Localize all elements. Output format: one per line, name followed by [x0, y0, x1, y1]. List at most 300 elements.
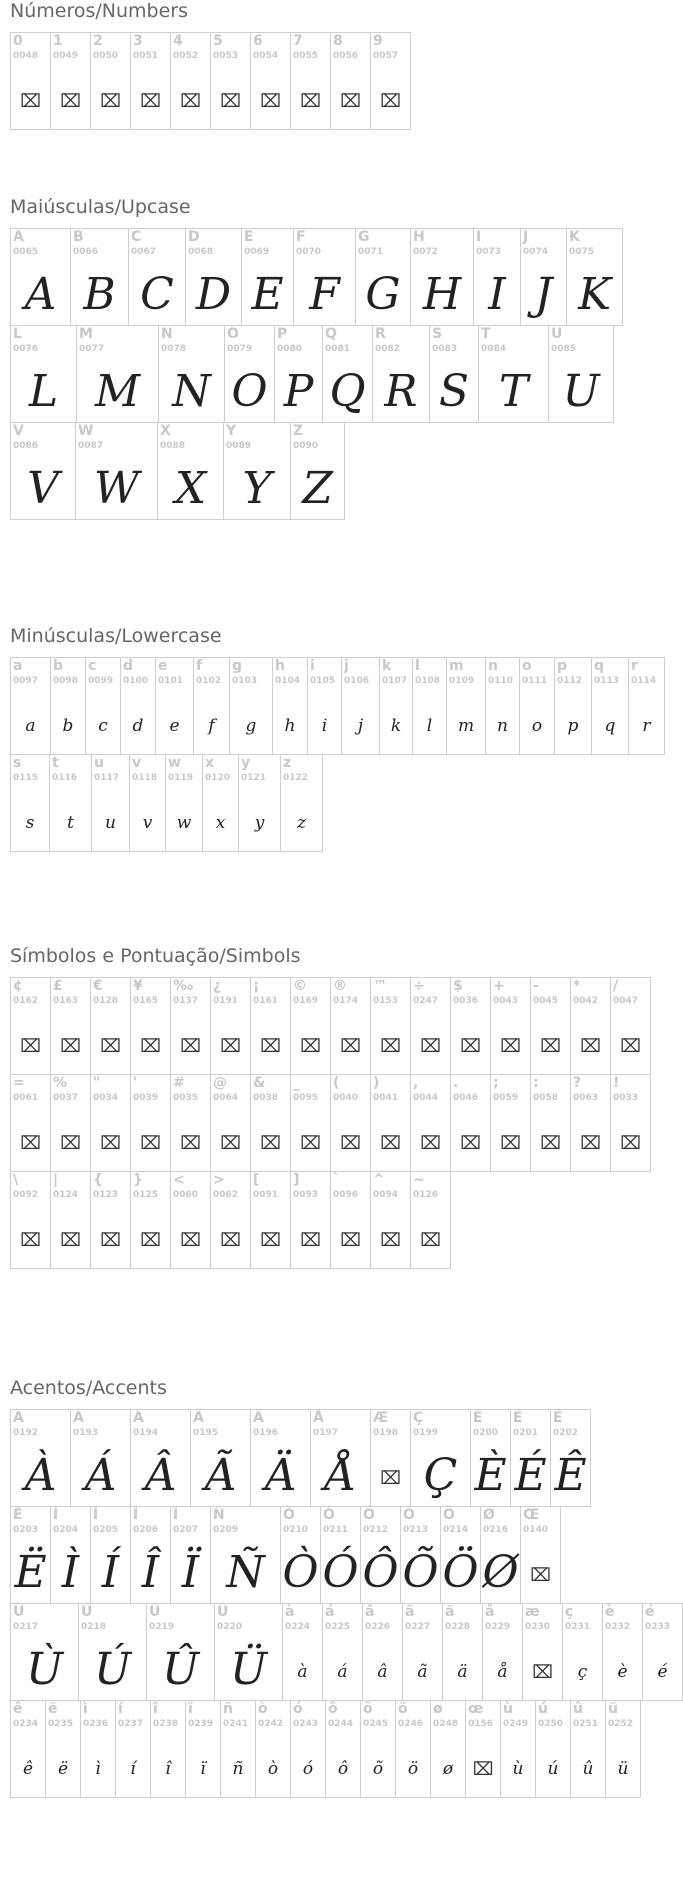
character-label: K	[569, 229, 580, 245]
missing-glyph-icon: ⌧	[220, 1133, 241, 1154]
character-code: 0105	[310, 676, 336, 686]
glyph-cell	[90, 1506, 131, 1604]
character-label: ÷	[413, 978, 425, 994]
character-label: À	[13, 1410, 24, 1426]
glyph-sample: N	[172, 366, 211, 417]
glyph-sample: û	[582, 1759, 594, 1779]
glyph-cell	[465, 1700, 501, 1798]
character-code: 0037	[53, 1093, 79, 1103]
character-code: 0163	[53, 996, 79, 1006]
character-label: Ë	[13, 1507, 23, 1523]
character-label: ï	[188, 1701, 193, 1717]
glyph-cell	[250, 1171, 291, 1269]
missing-glyph-icon: ⌧	[140, 91, 161, 112]
glyph-cell	[214, 1603, 283, 1701]
character-code: 0250	[538, 1719, 564, 1729]
missing-glyph-icon: ⌧	[260, 1230, 281, 1251]
glyph-cell	[370, 977, 411, 1075]
glyph-sample: T	[498, 366, 529, 417]
character-label: Ç	[413, 1410, 424, 1426]
character-label: t	[52, 755, 59, 771]
glyph-sample: K	[578, 269, 611, 320]
missing-glyph-icon: ⌧	[380, 1133, 401, 1154]
character-label: Î	[133, 1507, 139, 1523]
character-code: 0126	[413, 1190, 439, 1200]
glyph-cell	[379, 657, 413, 755]
character-label: 5	[213, 33, 223, 49]
glyph-cell	[75, 422, 158, 520]
character-code: 0195	[193, 1428, 219, 1438]
character-code: 0035	[173, 1093, 199, 1103]
glyph-cell	[10, 657, 51, 755]
character-label: +	[493, 978, 505, 994]
glyph-cell	[362, 1603, 403, 1701]
character-label: o	[522, 658, 532, 674]
glyph-cell	[165, 754, 203, 852]
character-code: 0233	[645, 1622, 671, 1632]
character-code: 0174	[333, 996, 359, 1006]
glyph-cell	[49, 754, 92, 852]
character-label: R	[375, 326, 386, 342]
missing-glyph-icon: ⌧	[100, 1036, 121, 1057]
glyph-cell	[500, 1700, 536, 1798]
character-label: S	[432, 326, 443, 342]
character-code: 0078	[161, 344, 187, 354]
character-code: 0239	[188, 1719, 214, 1729]
glyph-cell	[10, 1171, 51, 1269]
character-label: E	[244, 229, 254, 245]
glyph-sample: U	[562, 366, 600, 417]
glyph-cell	[10, 1700, 46, 1798]
character-code: 0199	[413, 1428, 439, 1438]
glyph-sample: Â	[144, 1450, 177, 1501]
glyph-cell	[90, 1171, 131, 1269]
character-code: 0046	[453, 1093, 479, 1103]
character-code: 0212	[363, 1525, 389, 1535]
character-code: 0216	[483, 1525, 509, 1535]
glyph-cell	[90, 32, 131, 130]
glyph-cell	[78, 1603, 147, 1701]
character-label: '	[133, 1075, 138, 1091]
character-label: U	[551, 326, 563, 342]
character-label: {	[93, 1172, 103, 1188]
glyph-cell	[355, 228, 411, 326]
character-code: 0040	[333, 1093, 359, 1103]
glyph-cell	[610, 1074, 651, 1172]
missing-glyph-icon: ⌧	[620, 1133, 641, 1154]
character-label: L	[13, 326, 22, 342]
missing-glyph-icon: ⌧	[530, 1565, 551, 1586]
glyph-sample: Ç	[423, 1450, 458, 1501]
character-label: q	[594, 658, 605, 674]
glyph-cell	[255, 1700, 291, 1798]
glyph-sample: ï	[200, 1759, 206, 1779]
glyph-cell	[290, 422, 345, 520]
missing-glyph-icon: ⌧	[260, 1036, 281, 1057]
character-label: ã	[405, 1604, 415, 1620]
missing-glyph-icon: ⌧	[540, 1036, 561, 1057]
glyph-sample: y	[254, 813, 265, 833]
character-code: 0227	[405, 1622, 431, 1632]
character-code: 0113	[594, 676, 620, 686]
glyph-cell	[330, 32, 371, 130]
glyph-cell	[566, 228, 623, 326]
character-code: 0082	[375, 344, 401, 354]
glyph-sample: Û	[161, 1644, 200, 1695]
character-code: 0058	[533, 1093, 559, 1103]
character-label: Æ	[373, 1410, 389, 1426]
glyph-cell	[90, 1074, 131, 1172]
character-label: w	[168, 755, 181, 771]
character-code: 0245	[363, 1719, 389, 1729]
character-code: 0062	[213, 1190, 239, 1200]
glyph-sample: Ã	[204, 1450, 237, 1501]
glyph-sample: P	[283, 366, 314, 417]
character-label: ê	[13, 1701, 23, 1717]
character-code: 0093	[293, 1190, 319, 1200]
character-label: i	[310, 658, 315, 674]
glyph-cell	[130, 1171, 171, 1269]
character-label: P	[277, 326, 288, 342]
glyph-cell	[430, 1700, 466, 1798]
character-code: 0120	[205, 773, 231, 783]
glyph-cell	[190, 1409, 251, 1507]
missing-glyph-icon: ⌧	[300, 91, 321, 112]
character-code: 0165	[133, 996, 159, 1006]
character-label: é	[645, 1604, 655, 1620]
glyph-cell	[50, 657, 86, 755]
glyph-sample: k	[390, 716, 402, 736]
glyph-cell	[570, 977, 611, 1075]
glyph-sample: W	[93, 463, 140, 514]
character-code: 0249	[503, 1719, 529, 1729]
character-code: 0125	[133, 1190, 159, 1200]
character-code: 0238	[153, 1719, 179, 1729]
character-code: 0202	[553, 1428, 579, 1438]
character-label: Ñ	[213, 1507, 225, 1523]
character-label: 8	[333, 33, 343, 49]
character-label: ©	[293, 978, 307, 994]
character-code: 0054	[253, 51, 279, 61]
glyph-sample: Ñ	[226, 1547, 265, 1598]
glyph-sample: ç	[577, 1662, 588, 1682]
glyph-sample: a	[25, 716, 36, 736]
glyph-cell	[520, 1506, 561, 1604]
character-code: 0081	[325, 344, 351, 354]
glyph-sample: n	[497, 716, 508, 736]
glyph-cell	[185, 1700, 221, 1798]
missing-glyph-icon: ⌧	[20, 1133, 41, 1154]
glyph-sample: í	[130, 1759, 136, 1779]
character-code: 0063	[573, 1093, 599, 1103]
character-label: 4	[173, 33, 183, 49]
character-label: b	[53, 658, 64, 674]
missing-glyph-icon: ⌧	[532, 1662, 553, 1683]
character-label: ~	[413, 1172, 425, 1188]
missing-glyph-icon: ⌧	[60, 1133, 81, 1154]
missing-glyph-icon: ⌧	[20, 1230, 41, 1251]
glyph-cell	[50, 977, 91, 1075]
glyph-sample: C	[140, 269, 174, 320]
character-code: 0091	[253, 1190, 279, 1200]
character-code: 0079	[227, 344, 253, 354]
character-code: 0162	[13, 996, 39, 1006]
character-label: Œ	[523, 1507, 540, 1523]
character-label: Z	[293, 423, 304, 439]
glyph-cell	[10, 228, 71, 326]
missing-glyph-icon: ⌧	[540, 1133, 561, 1154]
character-label: å	[485, 1604, 495, 1620]
character-code: 0051	[133, 51, 159, 61]
glyph-cell	[554, 657, 592, 755]
character-code: 0100	[123, 676, 149, 686]
character-label: =	[13, 1075, 25, 1091]
character-code: 0073	[476, 247, 502, 257]
character-label: /	[613, 978, 619, 994]
glyph-sample: ü	[617, 1759, 629, 1779]
character-code: 0112	[557, 676, 583, 686]
missing-glyph-icon: ⌧	[460, 1133, 481, 1154]
glyph-cell	[290, 1700, 326, 1798]
glyph-cell	[320, 1506, 361, 1604]
glyph-cell	[115, 1700, 151, 1798]
character-code: 0246	[398, 1719, 424, 1729]
character-code: 0121	[241, 773, 267, 783]
character-label: C	[131, 229, 142, 245]
glyph-sample: Ë	[14, 1547, 47, 1598]
glyph-cell	[91, 754, 130, 852]
character-code: 0122	[283, 773, 309, 783]
character-label: ù	[503, 1701, 513, 1717]
missing-glyph-icon: ⌧	[140, 1133, 161, 1154]
missing-glyph-icon: ⌧	[180, 91, 201, 112]
glyph-sample: Ì	[61, 1547, 80, 1598]
character-code: 0038	[253, 1093, 279, 1103]
glyph-sample: Ä	[264, 1450, 297, 1501]
character-label: Ò	[283, 1507, 295, 1523]
glyph-sample: f	[208, 716, 215, 736]
character-label: *	[573, 978, 581, 994]
missing-glyph-icon: ⌧	[180, 1230, 201, 1251]
missing-glyph-icon: ⌧	[100, 1230, 121, 1251]
character-code: 0205	[93, 1525, 119, 1535]
character-code: 0234	[13, 1719, 39, 1729]
glyph-sample: ô	[337, 1759, 349, 1779]
glyph-cell	[10, 977, 51, 1075]
character-label: c	[88, 658, 97, 674]
character-code: 0104	[275, 676, 301, 686]
glyph-sample: O	[231, 366, 268, 417]
character-code: 0193	[73, 1428, 99, 1438]
glyph-sample: l	[426, 716, 433, 736]
glyph-cell	[10, 1074, 51, 1172]
glyph-sample: I	[488, 269, 506, 320]
character-code: 0047	[613, 996, 639, 1006]
glyph-cell	[130, 1409, 191, 1507]
character-label: G	[358, 229, 370, 245]
section-title: Acentos/Accents	[10, 1377, 167, 1399]
glyph-cell	[10, 32, 51, 130]
character-label: ™	[373, 978, 387, 994]
character-label: |	[53, 1172, 59, 1188]
character-code: 0067	[131, 247, 157, 257]
glyph-cell	[250, 977, 291, 1075]
character-code: 0192	[13, 1428, 39, 1438]
glyph-cell	[10, 1506, 51, 1604]
glyph-cell	[480, 1506, 521, 1604]
glyph-cell	[562, 1603, 603, 1701]
character-label: ‰	[173, 978, 194, 994]
missing-glyph-icon: ⌧	[60, 1230, 81, 1251]
glyph-sample: r	[642, 716, 651, 736]
character-label: O	[227, 326, 239, 342]
glyph-sample: ã	[417, 1662, 428, 1682]
character-label: B	[73, 229, 84, 245]
glyph-sample: ì	[95, 1759, 101, 1779]
missing-glyph-icon: ⌧	[180, 1036, 201, 1057]
character-code: 0118	[132, 773, 158, 783]
character-label: @	[213, 1075, 227, 1091]
glyph-cell	[155, 657, 194, 755]
glyph-cell	[519, 657, 555, 755]
glyph-cell	[522, 1603, 563, 1701]
character-label: `	[333, 1172, 340, 1188]
glyph-sample: É	[514, 1450, 547, 1501]
glyph-cell	[130, 1506, 171, 1604]
glyph-cell	[50, 1171, 91, 1269]
character-code: 0044	[413, 1093, 439, 1103]
glyph-sample: S	[438, 366, 470, 417]
character-code: 0059	[493, 1093, 519, 1103]
character-label: n	[488, 658, 498, 674]
character-label: Â	[133, 1410, 144, 1426]
character-code: 0108	[415, 676, 441, 686]
glyph-sample: D	[195, 269, 232, 320]
character-code: 0207	[173, 1525, 199, 1535]
glyph-cell	[170, 977, 211, 1075]
glyph-sample: t	[67, 813, 74, 833]
character-label: y	[241, 755, 251, 771]
character-code: 0242	[258, 1719, 284, 1729]
glyph-cell	[410, 1074, 451, 1172]
character-label: u	[94, 755, 104, 771]
character-code: 0045	[533, 996, 559, 1006]
character-label: 0	[13, 33, 23, 49]
character-code: 0033	[613, 1093, 639, 1103]
glyph-cell	[223, 422, 291, 520]
missing-glyph-icon: ⌧	[580, 1133, 601, 1154]
glyph-sample: X	[174, 463, 207, 514]
character-label: ¿	[213, 978, 222, 994]
character-label: Ï	[173, 1507, 179, 1523]
character-label: }	[133, 1172, 143, 1188]
character-label: M	[79, 326, 93, 342]
glyph-sample: î	[165, 1759, 171, 1779]
character-code: 0248	[433, 1719, 459, 1729]
character-label: æ	[525, 1604, 540, 1620]
glyph-sample: ó	[302, 1759, 314, 1779]
glyph-cell	[530, 1074, 571, 1172]
missing-glyph-icon: ⌧	[20, 1036, 41, 1057]
glyph-sample: e	[169, 716, 180, 736]
glyph-cell	[341, 657, 380, 755]
character-code: 0140	[523, 1525, 549, 1535]
glyph-sample: R	[384, 366, 418, 417]
missing-glyph-icon: ⌧	[420, 1230, 441, 1251]
character-code: 0074	[523, 247, 549, 257]
character-label: r	[631, 658, 638, 674]
glyph-cell	[410, 977, 451, 1075]
glyph-sample: Ü	[229, 1644, 268, 1695]
glyph-cell	[10, 325, 77, 423]
character-label: F	[296, 229, 306, 245]
character-label: ë	[48, 1701, 58, 1717]
character-label: Ü	[217, 1604, 229, 1620]
glyph-sample: H	[422, 269, 462, 320]
character-code: 0036	[453, 996, 479, 1006]
glyph-sample: Ù	[25, 1644, 64, 1695]
character-code: 0169	[293, 996, 319, 1006]
glyph-cell	[130, 1074, 171, 1172]
character-label: Ê	[553, 1410, 563, 1426]
character-label: W	[78, 423, 94, 439]
missing-glyph-icon: ⌧	[380, 91, 401, 112]
character-code: 0094	[373, 1190, 399, 1200]
glyph-cell	[470, 1409, 511, 1507]
glyph-cell	[85, 657, 121, 755]
glyph-cell	[229, 657, 273, 755]
character-code: 0191	[213, 996, 239, 1006]
character-label: v	[132, 755, 142, 771]
glyph-sample: V	[27, 463, 59, 514]
character-label: I	[476, 229, 482, 245]
character-code: 0124	[53, 1190, 79, 1200]
glyph-sample: Ú	[93, 1644, 132, 1695]
glyph-sample: Í	[101, 1547, 120, 1598]
character-label: $	[453, 978, 463, 994]
character-code: 0229	[485, 1622, 511, 1632]
missing-glyph-icon: ⌧	[500, 1036, 521, 1057]
character-label: x	[205, 755, 215, 771]
character-label: ?	[573, 1075, 582, 1091]
character-code: 0050	[93, 51, 119, 61]
character-label: ®	[333, 978, 347, 994]
missing-glyph-icon: ⌧	[420, 1036, 441, 1057]
character-label: ç	[565, 1604, 574, 1620]
glyph-cell	[642, 1603, 683, 1701]
character-label: N	[161, 326, 173, 342]
character-label: )	[373, 1075, 380, 1091]
character-code: 0111	[522, 676, 548, 686]
character-label: s	[13, 755, 22, 771]
glyph-sample: s	[25, 813, 35, 833]
character-code: 0236	[83, 1719, 109, 1729]
character-label: Í	[93, 1507, 99, 1523]
glyph-cell	[50, 1074, 91, 1172]
character-code: 0228	[445, 1622, 471, 1632]
character-label: 2	[93, 33, 103, 49]
character-label: Ä	[253, 1410, 264, 1426]
glyph-cell	[402, 1603, 443, 1701]
character-code: 0214	[443, 1525, 469, 1535]
character-code: 0072	[413, 247, 439, 257]
glyph-sample: ä	[457, 1662, 468, 1682]
character-label: ä	[445, 1604, 455, 1620]
character-label: Ø	[483, 1507, 495, 1523]
missing-glyph-icon: ⌧	[220, 91, 241, 112]
glyph-sample: Ê	[554, 1450, 587, 1501]
character-label: ì	[83, 1701, 88, 1717]
